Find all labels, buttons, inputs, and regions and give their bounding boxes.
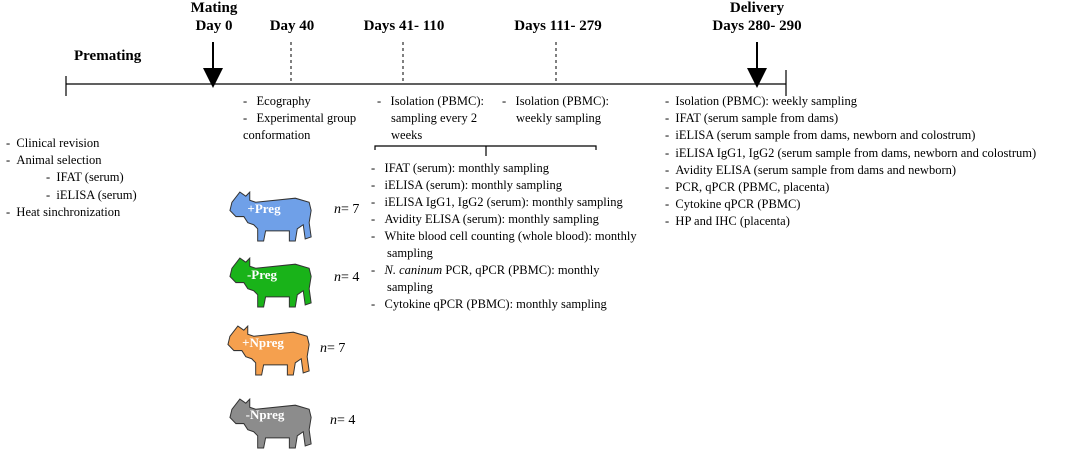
list-item: - PCR, qPCR (PBMC, placenta)	[665, 179, 1036, 196]
day40-label: Day 40	[269, 18, 315, 34]
days41-110-block: - Isolation (PBMC): sampling every 2 weeks	[377, 94, 484, 142]
group-count: n= 4	[334, 270, 360, 285]
list-item: - N. caninum PCR, qPCR (PBMC): monthly	[371, 263, 600, 277]
list-item: - iELISA (serum)	[6, 187, 137, 204]
cow-plus-npreg	[228, 326, 309, 375]
mating-day: Day 0	[195, 18, 233, 34]
list-item: - Avidity ELISA (serum sample from dams and newborn)	[665, 162, 1036, 179]
delivery-days: Days 280- 290	[712, 18, 802, 34]
cow-icon	[230, 192, 311, 241]
group-label: +Npreg	[242, 335, 284, 350]
list-item: - Cytokine qPCR (PBMC)	[665, 196, 1036, 213]
list-item: - iELISA IgG1, IgG2 (serum): monthly sampling	[371, 195, 623, 209]
days111-279-label: Days 111- 279	[514, 18, 602, 34]
list-item: - Avidity ELISA (serum): monthly sampling	[371, 212, 599, 226]
list-item: - iELISA (serum sample from dams, newborn and colostrum)	[665, 127, 1036, 144]
cow-minus-npreg	[230, 399, 311, 448]
days111-279-block: - Isolation (PBMC): weekly sampling	[502, 94, 609, 125]
group-label: -Preg	[246, 267, 278, 282]
list-item: - Clinical revision	[6, 135, 137, 152]
list-item: - White blood cell counting (whole blood): monthly	[371, 229, 637, 243]
list-item: - iELISA (serum): monthly sampling	[371, 178, 562, 192]
cow-plus-preg	[230, 192, 311, 241]
list-item: conformation	[243, 128, 311, 142]
list-item: - Cytokine qPCR (PBMC): monthly sampling	[371, 297, 607, 311]
list-item: - Isolation (PBMC): weekly sampling	[665, 93, 1036, 110]
monthly-sampling-list: - IFAT (serum): monthly sampling - iELISA (serum): monthly sampling - iELISA IgG1, IgG2 (serum): monthly sampling - Avidity ELISA (serum): monthly sampling - White blood cell counting (whole blood): monthly sampling - N. caninum PCR, qPCR (PBMC): monthly sampling - Cytokine qPCR (PBMC): monthly sampling	[371, 161, 637, 311]
group-count: n= 7	[334, 202, 360, 217]
days41-110-label: Days 41- 110	[363, 18, 445, 34]
list-item: - Ecography	[243, 94, 311, 108]
mating-title: Mating	[190, 0, 238, 16]
delivery-title: Delivery	[729, 0, 785, 16]
cow-icon	[228, 326, 309, 375]
group-count: n= 4	[330, 413, 356, 428]
list-item: - IFAT (serum sample from dams)	[665, 110, 1036, 127]
group-count: n= 7	[320, 341, 346, 356]
list-item: - IFAT (serum)	[6, 169, 137, 186]
list-item: - Animal selection	[6, 152, 137, 169]
list-item: - Experimental group	[243, 111, 357, 125]
group-label: -Npreg	[245, 407, 285, 422]
premating-label: Premating	[74, 48, 142, 64]
list-item: - iELISA IgG1, IgG2 (serum sample from dams, newborn and colostrum)	[665, 145, 1036, 162]
list-item: - HP and IHC (placenta)	[665, 213, 1036, 230]
list-item: - Heat sinchronization	[6, 204, 137, 221]
cow-icon	[230, 258, 311, 307]
list-item: - IFAT (serum): monthly sampling	[371, 161, 550, 175]
group-label: +Preg	[247, 201, 281, 216]
cow-minus-preg	[230, 258, 311, 307]
